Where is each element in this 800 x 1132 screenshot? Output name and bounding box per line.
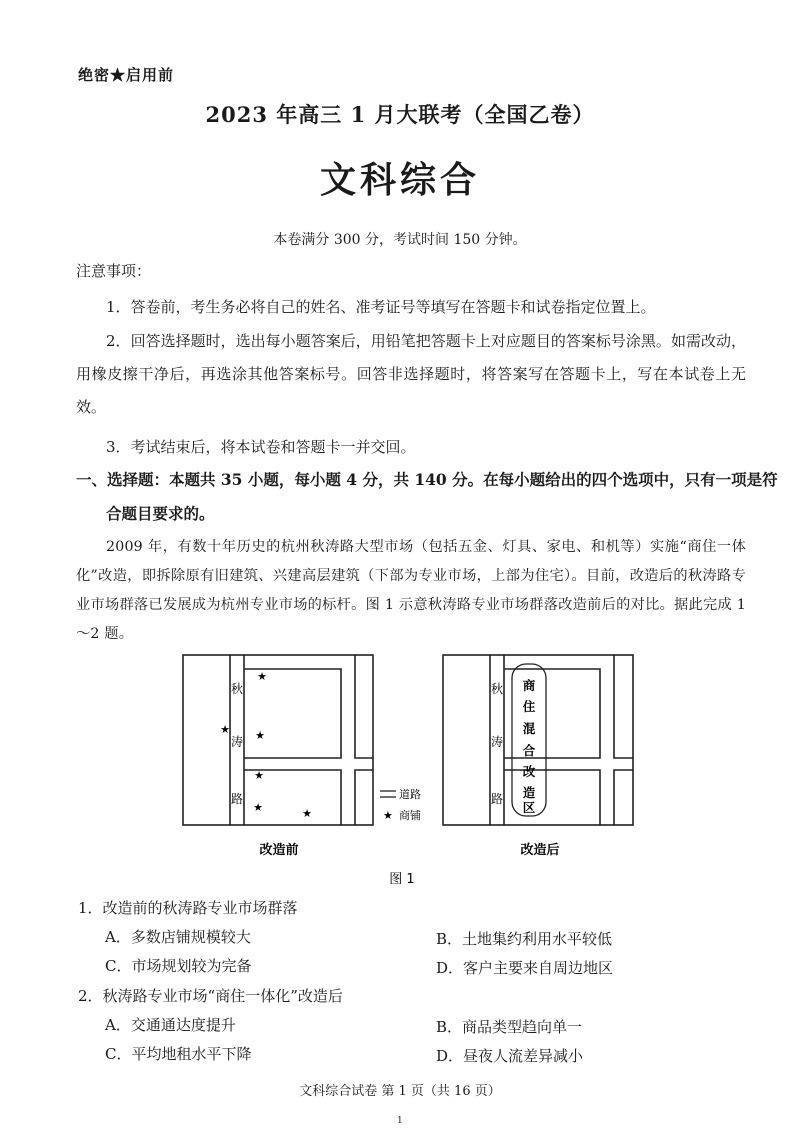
road-label-before-1: 秋 xyxy=(230,682,244,696)
road-label-after-2: 涛 xyxy=(490,735,504,749)
exam-title: 2023 年高三 1 月大联考（全国乙卷） xyxy=(205,102,595,127)
legend-shop-label: 商铺 xyxy=(399,809,421,822)
q1-option-c: C．市场规划较为完备 xyxy=(105,957,252,975)
road-label-before-2: 涛 xyxy=(230,735,244,749)
shop-star-1: ★ xyxy=(257,670,267,683)
road-label-after-1: 秋 xyxy=(490,682,504,696)
q2-option-a: A．交通通达度提升 xyxy=(105,1016,236,1034)
zone-label-6: 造 xyxy=(522,785,536,800)
shop-star-6: ★ xyxy=(302,807,312,820)
zone-label-7: 区 xyxy=(522,800,536,815)
secret-mark: 绝密★启用前 xyxy=(78,66,175,84)
caption-before: 改造前 xyxy=(259,843,299,858)
road-label-before-3: 路 xyxy=(230,792,244,806)
q1-option-a: A．多数店铺规模较大 xyxy=(105,928,251,946)
figure-label: 图 1 xyxy=(389,872,415,887)
shop-star-4: ★ xyxy=(254,769,264,782)
legend-shop-star: ★ xyxy=(383,809,393,822)
zone-label-4: 合 xyxy=(522,743,536,758)
zone-label-2: 住 xyxy=(522,699,536,714)
q1-option-b: B．土地集约利用水平较低 xyxy=(436,930,613,948)
page-number: 1 xyxy=(397,1116,403,1126)
shop-star-5: ★ xyxy=(253,801,263,814)
question-2-stem: 2．秋涛路专业市场“商住一体化”改造后 xyxy=(78,987,343,1005)
q2-option-b: B．商品类型趋向单一 xyxy=(436,1018,583,1036)
mixed-redevelopment-zone xyxy=(512,664,546,816)
shop-star-2: ★ xyxy=(220,723,230,736)
notice-heading: 注意事项： xyxy=(76,262,152,280)
section-heading: 一、选择题：本题共 35 小题，每小题 4 分，共 140 分。在每小题给出的四个选项中，只有一项是符合题目要求的。 xyxy=(76,470,778,523)
question-1-stem: 1．改造前的秋涛路专业市场群落 xyxy=(78,899,298,917)
caption-after: 改造后 xyxy=(520,843,560,858)
zone-label-5: 改 xyxy=(522,764,536,779)
shop-star-3: ★ xyxy=(255,729,265,742)
road-label-after-3: 路 xyxy=(490,792,504,806)
notice-item-1: 1．答卷前，考生务必将自己的姓名、准考证号等填写在答题卡和试卷指定位置上。 xyxy=(106,298,656,316)
reading-passage: 2009 年，有数十年历史的杭州秋涛路大型市场（包括五金、灯具、家电、和机等）实施“商住一体化”改造，即拆除原有旧建筑、兴建高层建筑（下部为专业市场，上部为住宅）。目前，改造后的秋涛路专业市场群落已发展成为杭州专业市场的标杆。图 1 示意秋涛路专业市场群落改造前后的对比。据此完成 1～2 题。 xyxy=(76,539,746,642)
map-before-frame xyxy=(183,655,373,825)
page-footer: 文科综合试卷 第 1 页（共 16 页） xyxy=(299,1084,501,1099)
score-info: 本卷满分 300 分，考试时间 150 分钟。 xyxy=(273,232,527,248)
q1-option-d: D．客户主要来自周边地区 xyxy=(436,959,614,977)
q2-option-d: D．昼夜人流差异减小 xyxy=(436,1047,584,1065)
notice-item-3: 3．考试结束后，将本试卷和答题卡一并交回。 xyxy=(106,438,416,456)
legend-road-label: 道路 xyxy=(399,788,421,801)
zone-label-1: 商 xyxy=(522,678,536,693)
q2-option-c: C．平均地租水平下降 xyxy=(105,1045,252,1063)
notice-item-2: 2．回答选择题时，选出每小题答案后，用铅笔把答题卡上对应题目的答案标号涂黑。如需改动，用橡皮擦干净后，再选涂其他答案标号。回答非选择题时，将答案写在答题卡上，写在本试卷上无效。 xyxy=(76,332,746,416)
subject-title: 文科综合 xyxy=(319,159,480,201)
map-after-frame xyxy=(443,655,633,825)
zone-label-3: 混 xyxy=(522,721,536,736)
